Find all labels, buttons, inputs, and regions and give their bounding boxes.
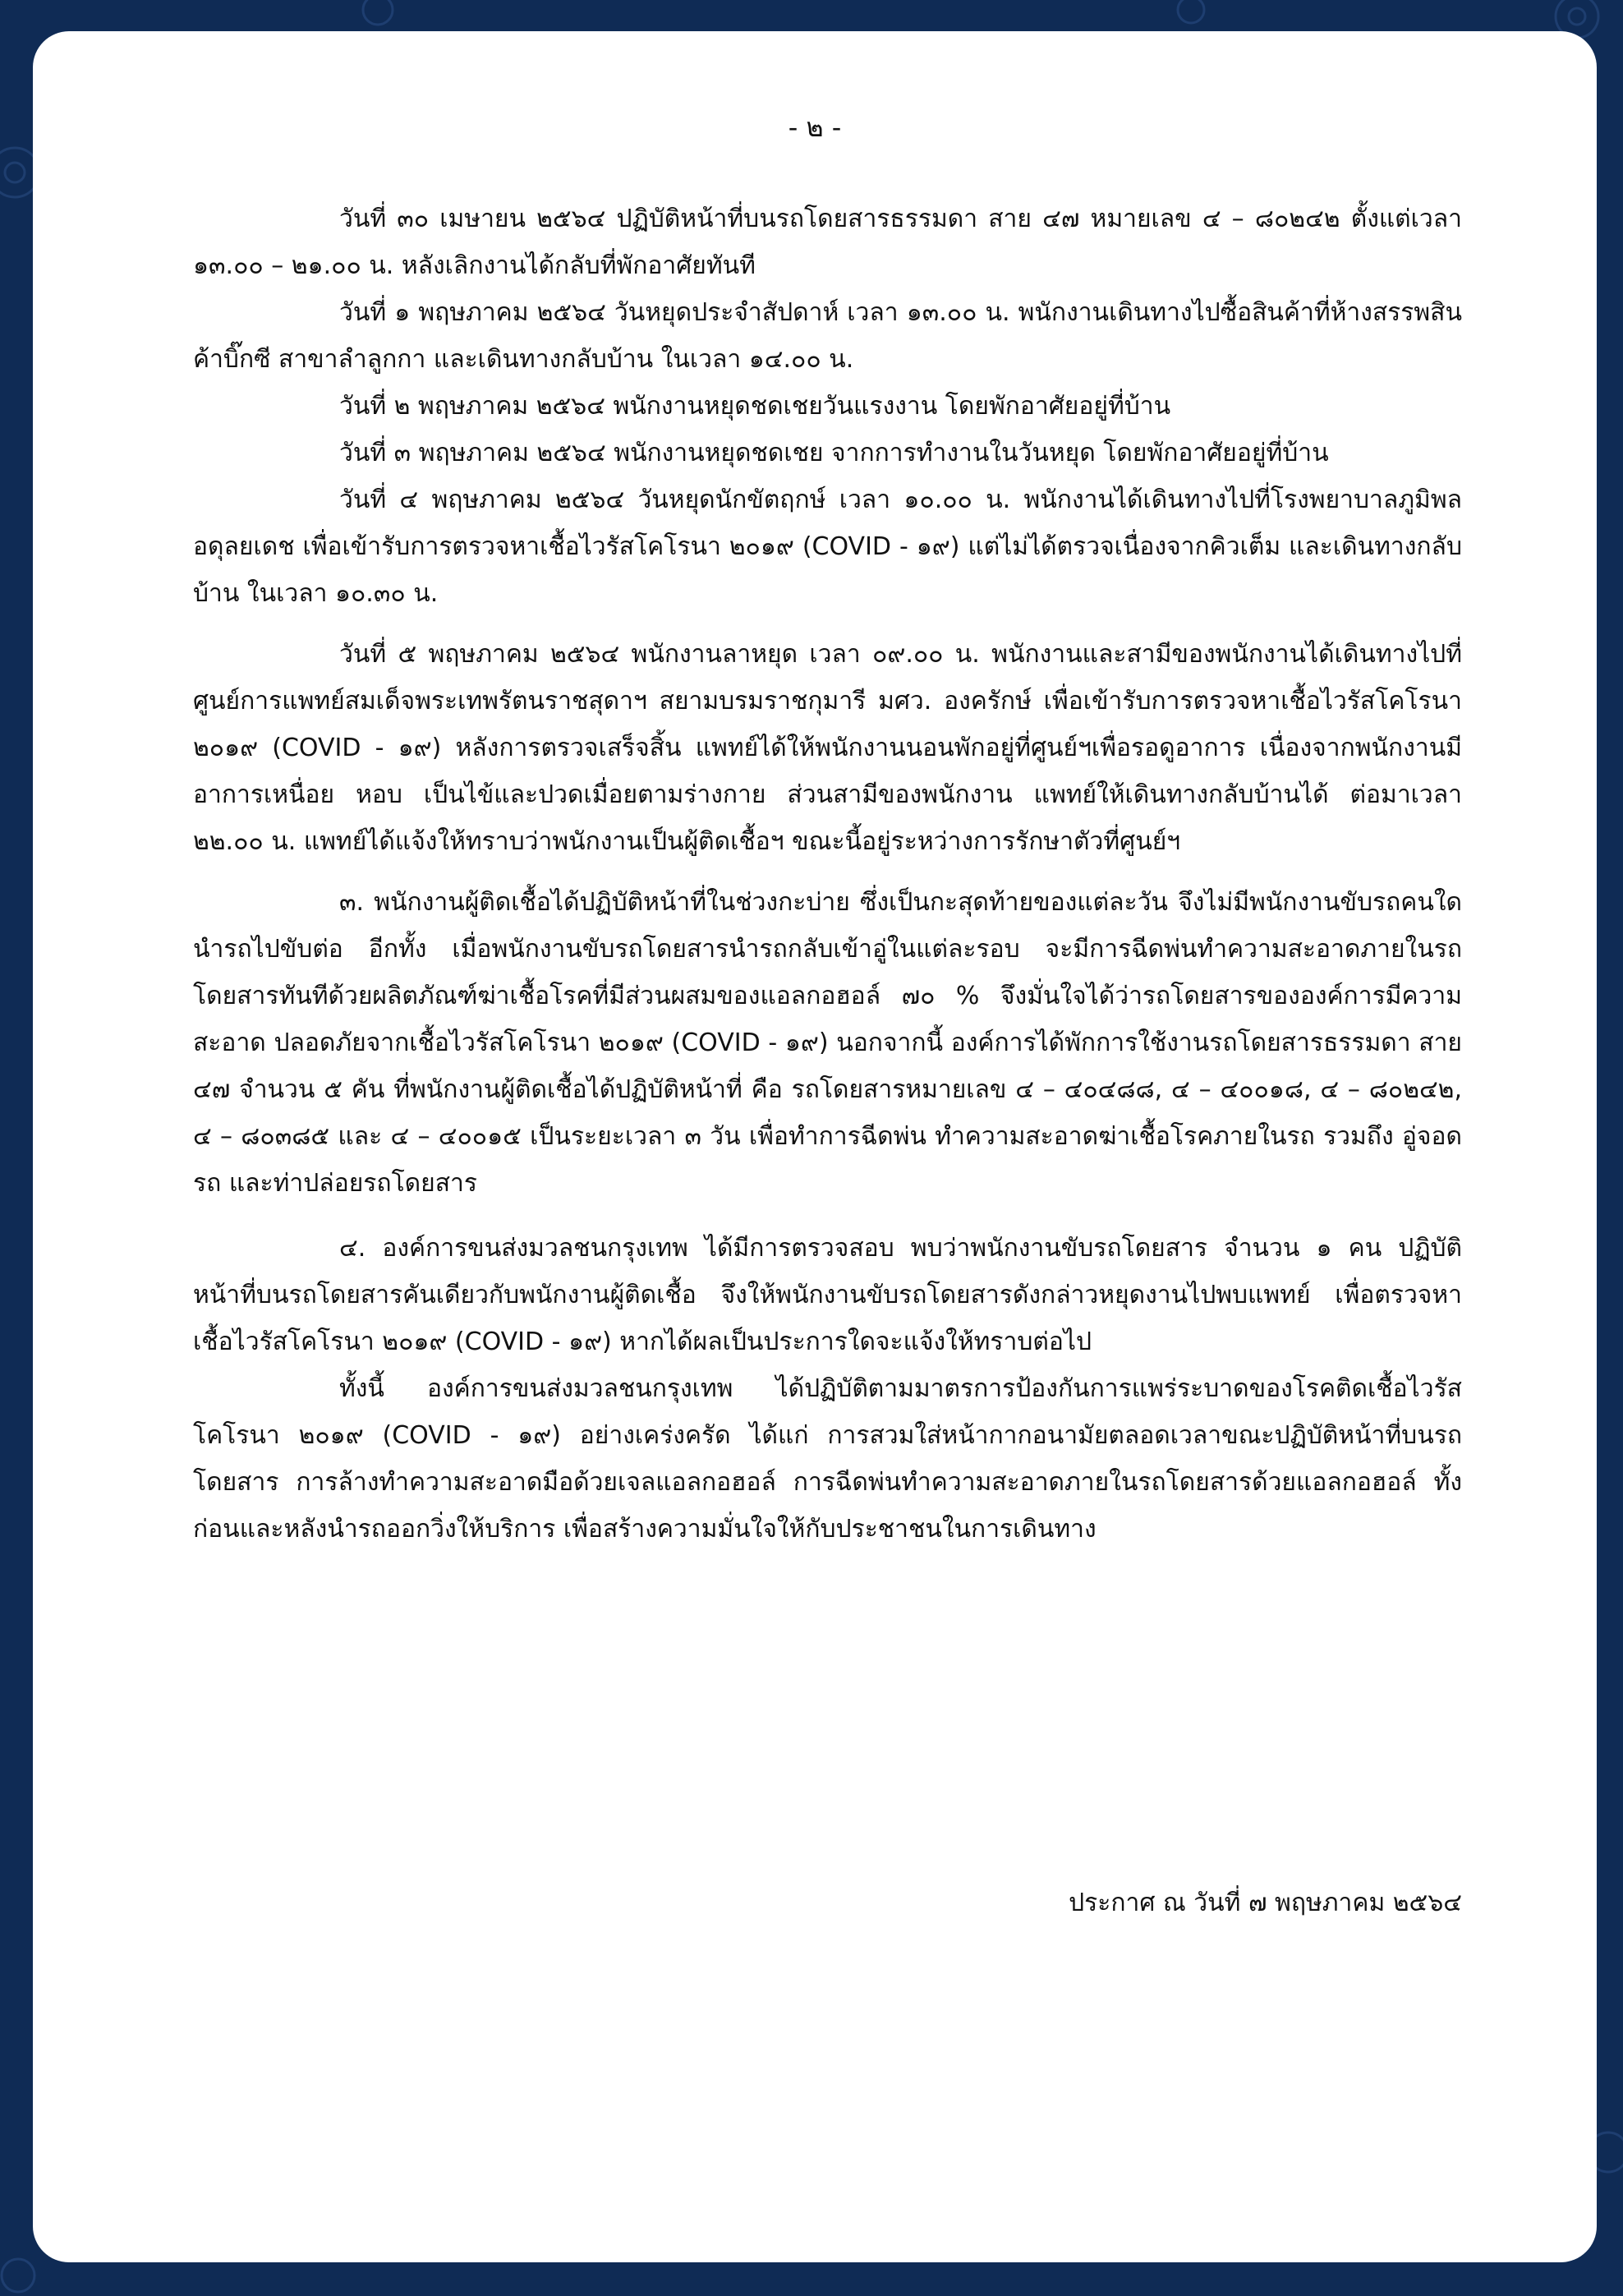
paragraph-may-5: วันที่ ๕ พฤษภาคม ๒๕๖๔ พนักงานลาหยุด เวลา ๐๙.๐๐ น. พนักงานและสามีของพนักงานได้เดินทางไปที่ ศูนย์การแพทย์สมเด็จพระเทพรัตนราชสุดาฯ สยามบรมราชกุมารี มศว. องครักษ์ เพื่อเข้ารับการตรวจหาเชื้อไวรัสโคโรนา ๒๐๑๙ (COVID - ๑๙) หลังการตรวจเสร็จสิ้น แพทย์ได้ให้พนักงานนอนพักอยู่ที่ศูนย์ฯเพื่อรอดูอาการ เนื่องจากพนักงานมีอาการเหนื่อย หอบ เป็นไข้และปวดเมื่อยตามร่างกาย ส่วนสามีของพนักงาน แพทย์ให้เดินทางกลับบ้านได้ ต่อมาเวลา ๒๒.๐๐ น. แพทย์ได้แจ้งให้ทราบว่าพนักงานเป็นผู้ติดเชื้อฯ ขณะนี้อยู่ระหว่างการรักษาตัวที่ศูนย์ฯ — [193, 640, 1462, 856]
paragraph-item-4: ๔. องค์การขนส่งมวลชนกรุงเทพ ได้มีการตรวจสอบ พบว่าพนักงานขับรถโดยสาร จำนวน ๑ คน ปฏิบัติหน้าที่บนรถโดยสารคันเดียวกับพนักงานผู้ติดเชื้อ จึงให้พนักงานขับรถโดยสารดังกล่าวหยุดงานไปพบแพทย์ เพื่อตรวจหาเชื้อไวรัสโคโรนา ๒๐๑๙ (COVID - ๑๙) หากได้ผลเป็นประการใดจะแจ้งให้ทราบต่อไป — [193, 1234, 1462, 1356]
paragraph-may-2: วันที่ ๒ พฤษภาคม ๒๕๖๔ พนักงานหยุดชดเชยวันแรงงาน โดยพักอาศัยอยู่ที่บ้าน — [339, 392, 1171, 421]
paragraph-apr-30: วันที่ ๓๐ เมษายน ๒๕๖๔ ปฏิบัติหน้าที่บนรถโดยสารธรรมดา สาย ๔๗ หมายเลข ๔ – ๘๐๒๔๒ ตั้งแต่เวลา ๑๓.๐๐ – ๒๑.๐๐ น. หลังเลิกงานได้กลับที่พักอาศัยทันที — [193, 205, 1462, 280]
paragraph-closing: ทั้งนี้ องค์การขนส่งมวลชนกรุงเทพ ได้ปฏิบัติตามมาตรการป้องกันการแพร่ระบาดของโรคติดเชื้อไวรัสโคโรนา ๒๐๑๙ (COVID - ๑๙) อย่างเคร่งครัด ได้แก่ การสวมใส่หน้ากากอนามัยตลอดเวลาขณะปฏิบัติหน้าที่บนรถโดยสาร การล้างทำความสะอาดมือด้วยเจลแอลกอฮอล์ การฉีดพ่นทำความสะอาดภายในรถโดยสารด้วยแอลกอฮอล์ ทั้งก่อนและหลังนำรถออกวิ่งให้บริการ เพื่อสร้างความมั่นใจให้กับประชาชนในการเดินทาง — [193, 1374, 1462, 1544]
paragraph-may-1: วันที่ ๑ พฤษภาคม ๒๕๖๔ วันหยุดประจำสัปดาห์ เวลา ๑๓.๐๐ น. พนักงานเดินทางไปซื้อสินค้าที่ห้างสรรพสินค้าบิ๊กซี สาขาลำลูกกา และเดินทางกลับบ้าน ในเวลา ๑๔.๐๐ น. — [193, 298, 1462, 374]
announcement-date: ประกาศ ณ วันที่ ๗ พฤษภาคม ๒๕๖๔ — [1069, 1889, 1462, 1917]
paragraph-may-3: วันที่ ๓ พฤษภาคม ๒๕๖๔ พนักงานหยุดชดเชย จากการทำงานในวันหยุด โดยพักอาศัยอยู่ที่บ้าน — [339, 439, 1329, 467]
document-page — [33, 31, 1597, 2262]
page-number: - ๒ - — [788, 112, 842, 143]
document-body — [193, 196, 1462, 1553]
paragraph-may-4: วันที่ ๔ พฤษภาคม ๒๕๖๔ วันหยุดนักขัตฤกษ์ เวลา ๑๐.๐๐ น. พนักงานได้เดินทางไปที่โรงพยาบาลภูมิพลอดุลยเดช เพื่อเข้ารับการตรวจหาเชื้อไวรัสโคโรนา ๒๐๑๙ (COVID - ๑๙) แต่ไม่ได้ตรวจเนื่องจากคิวเต็ม และเดินทางกลับบ้าน ในเวลา ๑๐.๓๐ น. — [193, 485, 1462, 608]
paragraph-item-3: ๓. พนักงานผู้ติดเชื้อได้ปฏิบัติหน้าที่ในช่วงกะบ่าย ซึ่งเป็นกะสุดท้ายของแต่ละวัน จึงไม่มีพนักงานขับรถคนใดนำรถไปขับต่อ อีกทั้ง เมื่อพนักงานขับรถโดยสารนำรถกลับเข้าอู่ในแต่ละรอบ จะมีการฉีดพ่นทำความสะอาดภายในรถโดยสารทันทีด้วยผลิตภัณฑ์ฆ่าเชื้อโรคที่มีส่วนผสมของแอลกอฮอล์ ๗๐ % จึงมั่นใจได้ว่ารถโดยสารขององค์การมีความสะอาด ปลอดภัยจากเชื้อไวรัสโคโรนา ๒๐๑๙ (COVID - ๑๙) นอกจากนี้ องค์การได้พักการใช้งานรถโดยสารธรรมดา สาย ๔๗ จำนวน ๕ คัน ที่พนักงานผู้ติดเชื้อได้ปฏิบัติหน้าที่ คือ รถโดยสารหมายเลข ๔ – ๔๐๔๘๘, ๔ – ๔๐๐๑๘, ๔ – ๘๐๒๔๒, ๔ – ๘๐๓๘๕ และ ๔ – ๔๐๐๑๕ เป็นระยะเวลา ๓ วัน เพื่อทำการฉีดพ่น ทำความสะอาดฆ่าเชื้อโรคภายในรถ รวมถึง อู่จอดรถ และท่าปล่อยรถโดยสาร — [193, 888, 1462, 1198]
